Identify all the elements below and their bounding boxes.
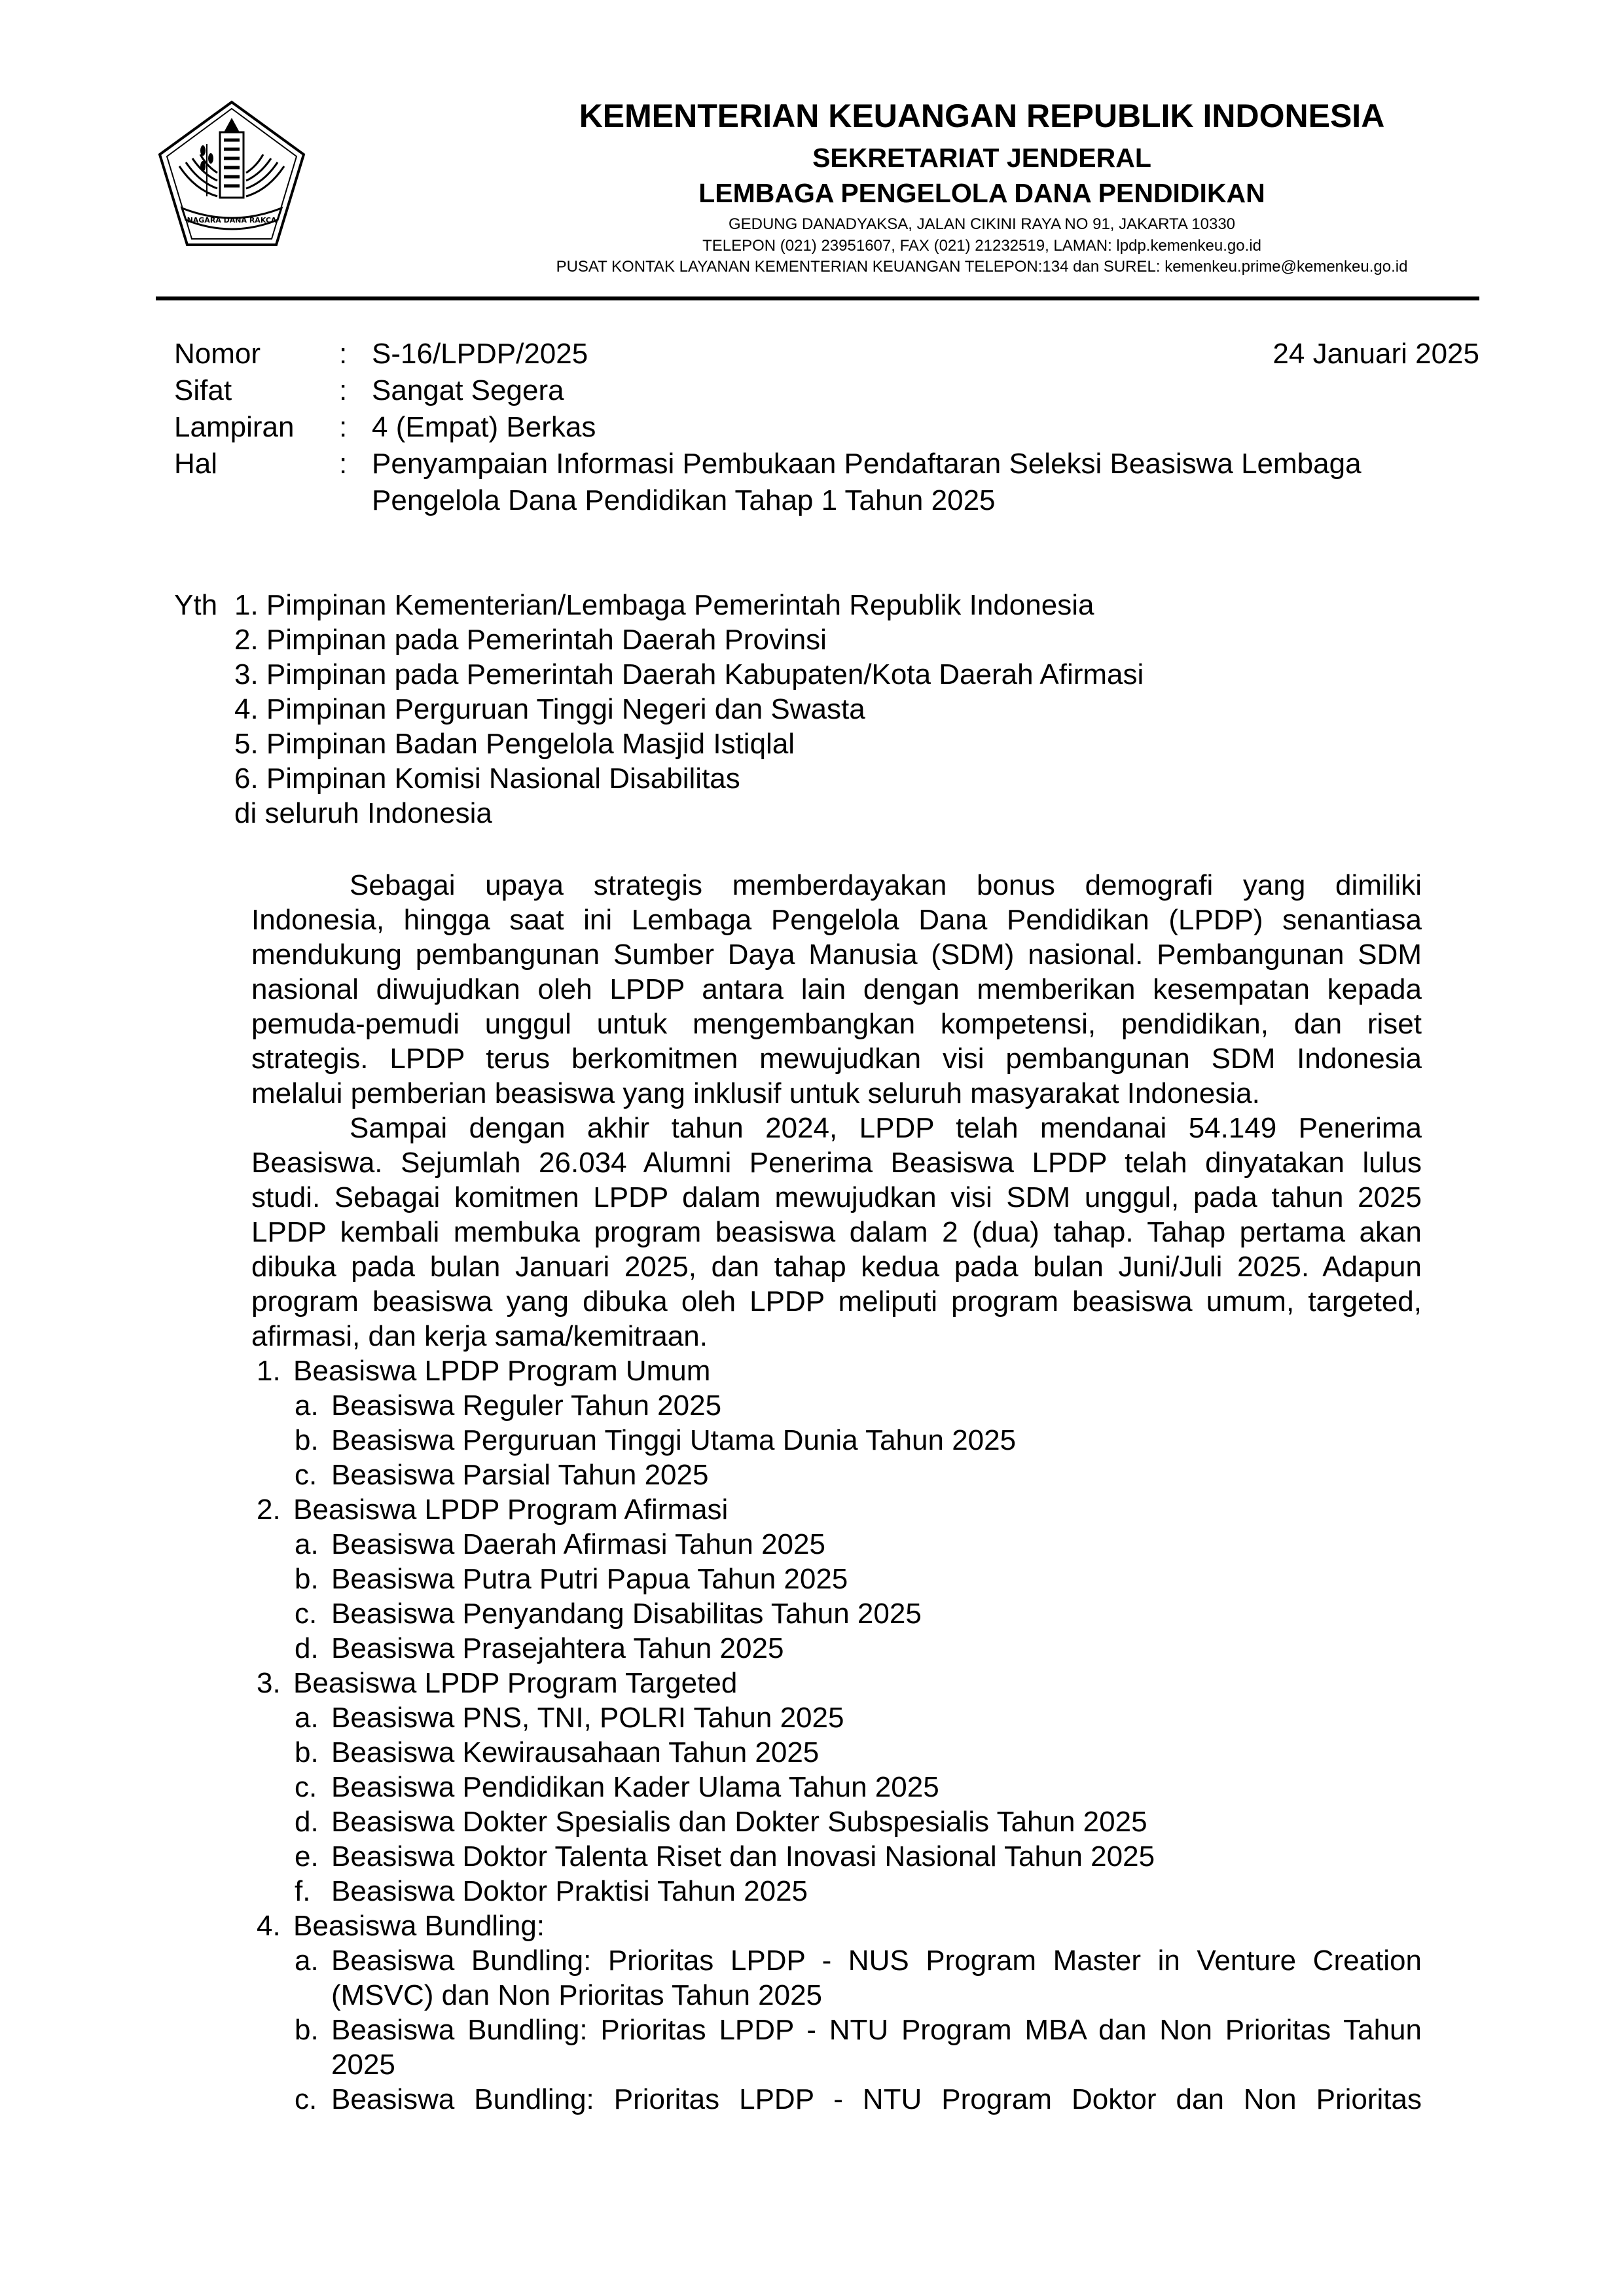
- ministry-name: KEMENTERIAN KEUANGAN REPUBLIK INDONESIA: [579, 98, 1385, 134]
- subprogram-item: Beasiswa Bundling: Prioritas LPDP - NTU Program Doktor dan Non Prioritas: [331, 2083, 1422, 2115]
- subprogram-letter: b.: [295, 1736, 319, 1768]
- subprogram-letter: d.: [295, 1806, 319, 1838]
- program-title: Beasiswa LPDP Program Umum: [293, 1355, 711, 1387]
- recipient-item: 2. Pimpinan pada Pemerintah Daerah Provinsi: [234, 624, 827, 656]
- program-title: Beasiswa LPDP Program Afirmasi: [293, 1494, 729, 1526]
- program-number: 1.: [257, 1355, 281, 1387]
- paragraph-line: Sebagai upaya strategis memberdayakan bonus demografi yang dimiliki: [350, 869, 1422, 901]
- subprogram-item: Beasiswa Parsial Tahun 2025: [331, 1459, 709, 1491]
- nomor-value: S-16/LPDP/2025: [372, 338, 588, 370]
- service-line: PUSAT KONTAK LAYANAN KEMENTERIAN KEUANGAN TELEPON:134 dan SUREL: kemenkeu.prime@kemenkeu.go.id: [556, 258, 1408, 276]
- recipient-item: 1. Pimpinan Kementerian/Lembaga Pemerintah Republik Indonesia: [234, 589, 1094, 621]
- subprogram-letter: a.: [295, 1945, 319, 1977]
- subprogram-letter: a.: [295, 1528, 319, 1560]
- salutation: Yth: [174, 589, 218, 621]
- recipient-item: 6. Pimpinan Komisi Nasional Disabilitas: [234, 762, 740, 795]
- hal-value-line: Penyampaian Informasi Pembukaan Pendaftaran Seleksi Beasiswa Lembaga: [372, 448, 1362, 480]
- hal-label: Hal: [174, 448, 218, 480]
- subprogram-item: Beasiswa PNS, TNI, POLRI Tahun 2025: [331, 1702, 844, 1734]
- colon: :: [339, 338, 348, 370]
- paragraph-line: dibuka pada bulan Januari 2025, dan tahap kedua pada bulan Juni/Juli 2025. Adapun: [251, 1251, 1422, 1283]
- paragraph-line: Indonesia, hingga saat ini Lembaga Pengelola Dana Pendidikan (LPDP) senantiasa: [251, 904, 1422, 936]
- recipient-item: 3. Pimpinan pada Pemerintah Daerah Kabupaten/Kota Daerah Afirmasi: [234, 658, 1144, 691]
- subprogram-letter: a.: [295, 1702, 319, 1734]
- subprogram-letter: c.: [295, 1459, 317, 1491]
- program-number: 2.: [257, 1494, 281, 1526]
- paragraph-line: mendukung pembangunan Sumber Daya Manusia (SDM) nasional. Pembangunan SDM: [251, 939, 1422, 971]
- subprogram-letter: c.: [295, 2083, 317, 2115]
- paragraph-line: pemuda-pemudi unggul untuk mengembangkan kompetensi, pendidikan, dan riset: [251, 1008, 1422, 1040]
- subprogram-item: Beasiswa Doktor Talenta Riset dan Inovasi Nasional Tahun 2025: [331, 1840, 1155, 1873]
- contact-line: TELEPON (021) 23951607, FAX (021) 21232519, LAMAN: lpdp.kemenkeu.go.id: [702, 237, 1261, 255]
- subprogram-letter: e.: [295, 1840, 319, 1873]
- subprogram-item: Beasiswa Penyandang Disabilitas Tahun 2025: [331, 1598, 922, 1630]
- paragraph-line: Sampai dengan akhir tahun 2024, LPDP telah mendanai 54.149 Penerima: [350, 1112, 1422, 1144]
- header-divider: [156, 296, 1479, 300]
- subprogram-item-cont: 2025: [331, 2049, 395, 2081]
- svg-text:NAGARA DANA RAKCA: NAGARA DANA RAKCA: [187, 216, 277, 224]
- subprogram-item: Beasiswa Reguler Tahun 2025: [331, 1390, 722, 1422]
- subprogram-item: Beasiswa Daerah Afirmasi Tahun 2025: [331, 1528, 825, 1560]
- subprogram-letter: d.: [295, 1632, 319, 1664]
- subprogram-item: Beasiswa Dokter Spesialis dan Dokter Subspesialis Tahun 2025: [331, 1806, 1147, 1838]
- sifat-label: Sifat: [174, 374, 232, 406]
- program-title: Beasiswa LPDP Program Targeted: [293, 1667, 738, 1699]
- agency-name: LEMBAGA PENGELOLA DANA PENDIDIKAN: [698, 178, 1265, 208]
- subprogram-item: Beasiswa Perguruan Tinggi Utama Dunia Tahun 2025: [331, 1424, 1017, 1456]
- subprogram-item: Beasiswa Prasejahtera Tahun 2025: [331, 1632, 784, 1664]
- colon: :: [339, 374, 348, 406]
- paragraph-line: melalui pemberian beasiswa yang inklusif untuk seluruh masyarakat Indonesia.: [251, 1077, 1260, 1109]
- subprogram-item: Beasiswa Doktor Praktisi Tahun 2025: [331, 1875, 808, 1907]
- paragraph-line: strategis. LPDP terus berkomitmen mewujudkan visi pembangunan SDM Indonesia: [251, 1043, 1422, 1075]
- hal-value-line: Pengelola Dana Pendidikan Tahap 1 Tahun 2025: [372, 484, 996, 516]
- recipient-closing: di seluruh Indonesia: [234, 797, 492, 829]
- address-line: GEDUNG DANADYAKSA, JALAN CIKINI RAYA NO 91, JAKARTA 10330: [728, 215, 1236, 233]
- recipient-item: 5. Pimpinan Badan Pengelola Masjid Istiqlal: [234, 728, 795, 760]
- subprogram-item: Beasiswa Bundling: Prioritas LPDP - NUS Program Master in Venture Creation: [331, 1945, 1422, 1977]
- subprogram-letter: c.: [295, 1598, 317, 1630]
- lampiran-value: 4 (Empat) Berkas: [372, 411, 596, 443]
- subprogram-letter: a.: [295, 1390, 319, 1422]
- subprogram-item: Beasiswa Pendidikan Kader Ulama Tahun 2025: [331, 1771, 939, 1803]
- paragraph-line: afirmasi, dan kerja sama/kemitraan.: [251, 1320, 708, 1352]
- subprogram-letter: b.: [295, 2014, 319, 2046]
- ministry-logo: [156, 98, 308, 250]
- recipient-item: 4. Pimpinan Perguruan Tinggi Negeri dan Swasta: [234, 693, 865, 725]
- program-title: Beasiswa Bundling:: [293, 1910, 545, 1942]
- sifat-value: Sangat Segera: [372, 374, 564, 406]
- secretariat-name: SEKRETARIAT JENDERAL: [812, 143, 1151, 173]
- paragraph-line: program beasiswa yang dibuka oleh LPDP meliputi program beasiswa umum, targeted,: [251, 1285, 1422, 1318]
- subprogram-letter: f.: [295, 1875, 311, 1907]
- colon: :: [339, 448, 348, 480]
- colon: :: [339, 411, 348, 443]
- program-number: 4.: [257, 1910, 281, 1942]
- subprogram-item: Beasiswa Kewirausahaan Tahun 2025: [331, 1736, 820, 1768]
- paragraph-line: nasional diwujudkan oleh LPDP antara lain dengan memberikan kesempatan kepada: [251, 973, 1422, 1005]
- subprogram-letter: b.: [295, 1563, 319, 1595]
- letter-date: 24 Januari 2025: [1272, 338, 1479, 370]
- subprogram-letter: b.: [295, 1424, 319, 1456]
- subprogram-item: Beasiswa Putra Putri Papua Tahun 2025: [331, 1563, 848, 1595]
- nomor-label: Nomor: [174, 338, 261, 370]
- paragraph-line: LPDP kembali membuka program beasiswa dalam 2 (dua) tahap. Tahap pertama akan: [251, 1216, 1422, 1248]
- subprogram-item: Beasiswa Bundling: Prioritas LPDP - NTU Program MBA dan Non Prioritas Tahun: [331, 2014, 1422, 2046]
- subprogram-item-cont: (MSVC) dan Non Prioritas Tahun 2025: [331, 1979, 823, 2011]
- subprogram-letter: c.: [295, 1771, 317, 1803]
- lampiran-label: Lampiran: [174, 411, 295, 443]
- paragraph-line: Beasiswa. Sejumlah 26.034 Alumni Penerima Beasiswa LPDP telah dinyatakan lulus: [251, 1147, 1422, 1179]
- paragraph-line: studi. Sebagai komitmen LPDP dalam mewujudkan visi SDM unggul, pada tahun 2025: [251, 1181, 1422, 1213]
- program-number: 3.: [257, 1667, 281, 1699]
